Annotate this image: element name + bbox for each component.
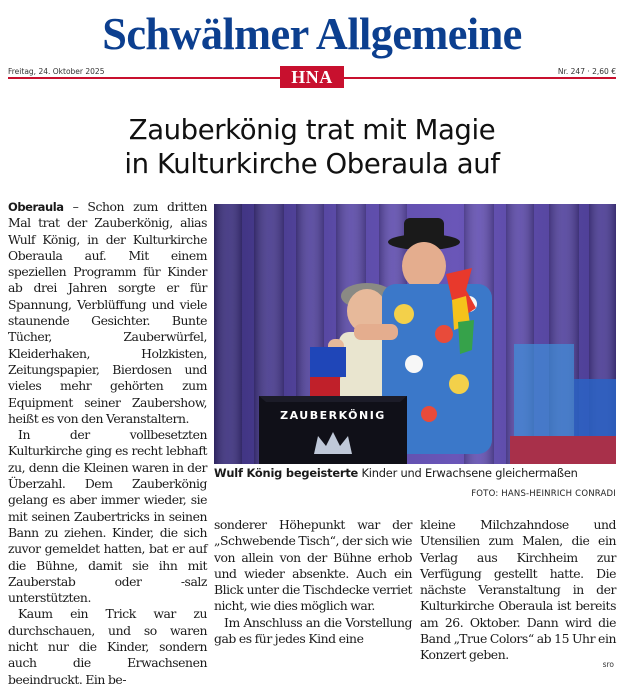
paragraph: Kaum ein Trick war zu durchschauen, und so waren nicht nur die Kinder, sondern auch die Erwachsenen beeindruckt. Ein be- <box>8 606 207 687</box>
table-banner-text: ZAUBERKÖNIG <box>280 409 386 422</box>
paragraph: sonderer Höhepunkt war der „Schwebende Tisch“, der sich wie von allein von der Bühne erhob und wieder absenkte. Auch ein Blick unter die Tischdecke verriet nicht, wie dies möglich war. <box>214 517 412 614</box>
issue-number-price: Nr. 247 · 2,60 € <box>557 67 616 76</box>
paragraph-text: – Schon zum dritten Mal trat der Zauberkönig, alias Wulf König, in der Kulturkirche Oberaula auf. Mit einem speziellen Programm für Kinder ab drei Jahren sorgte er für Spannung, Verblüffung und viele staunende Gesichter. Bunte Tücher, Zauberwürfel, Kleiderhaken, Holzkisten, Zeitungspapier, Bierdosen und vieles mehr gehörten zum Equipment seiner Zaubershow, heißt es von den Veranstaltern. <box>8 199 207 426</box>
masthead-title: Schwälmer Allgemeine <box>102 9 522 59</box>
caption-bold: Wulf König begeisterte <box>214 466 359 480</box>
author-signature: sro <box>602 660 614 669</box>
article-column-2 <box>214 517 412 647</box>
paragraph: Im Anschluss an die Vorstellung gab es für jedes Kind eine <box>214 614 412 647</box>
article-photo <box>214 204 616 464</box>
paragraph: In der vollbesetzten Kulturkirche ging es recht lebhaft zu, denn die Kleinen waren in der Überzahl. Dem Zauberkönig gelang es aber immer wieder, sie mit seinen Zaubertricks in seinen Bann zu ziehen. Kinder, die sich zuvor gemeldet hatten, bat er auf die Bühne, damit sie ihn mit Zauberstab oder -salz unterstützten. <box>8 427 207 606</box>
article-column-1 <box>8 199 207 688</box>
paragraph: kleine Milchzahndose und Utensilien zum Malen, die ein Verlag aus Kirchheim zur Verfügung gestellt hatte. Die nächste Veranstaltung in der Kulturkirche Oberaula ist bereits am 26. Oktober. Dann wird die Band „True Colors“ ab 15 Uhr ein Konzert geben. <box>420 517 616 663</box>
headline-line-1: Zauberkönig trat mit Magie <box>128 114 496 146</box>
dateline: Oberaula <box>8 200 64 214</box>
photo-caption <box>214 466 616 481</box>
issue-date: Freitag, 24. Oktober 2025 <box>8 67 105 76</box>
headline-line-2: in Kulturkirche Oberaula auf <box>124 148 500 180</box>
hna-logo: HNA <box>280 66 344 88</box>
caption-text: Kinder und Erwachsene gleichermaßen <box>358 466 578 480</box>
article-headline <box>20 113 604 181</box>
paragraph <box>8 199 207 427</box>
photo-credit: FOTO: HANS-HEINRICH CONRADI <box>471 489 616 499</box>
article-column-3 <box>420 517 616 664</box>
